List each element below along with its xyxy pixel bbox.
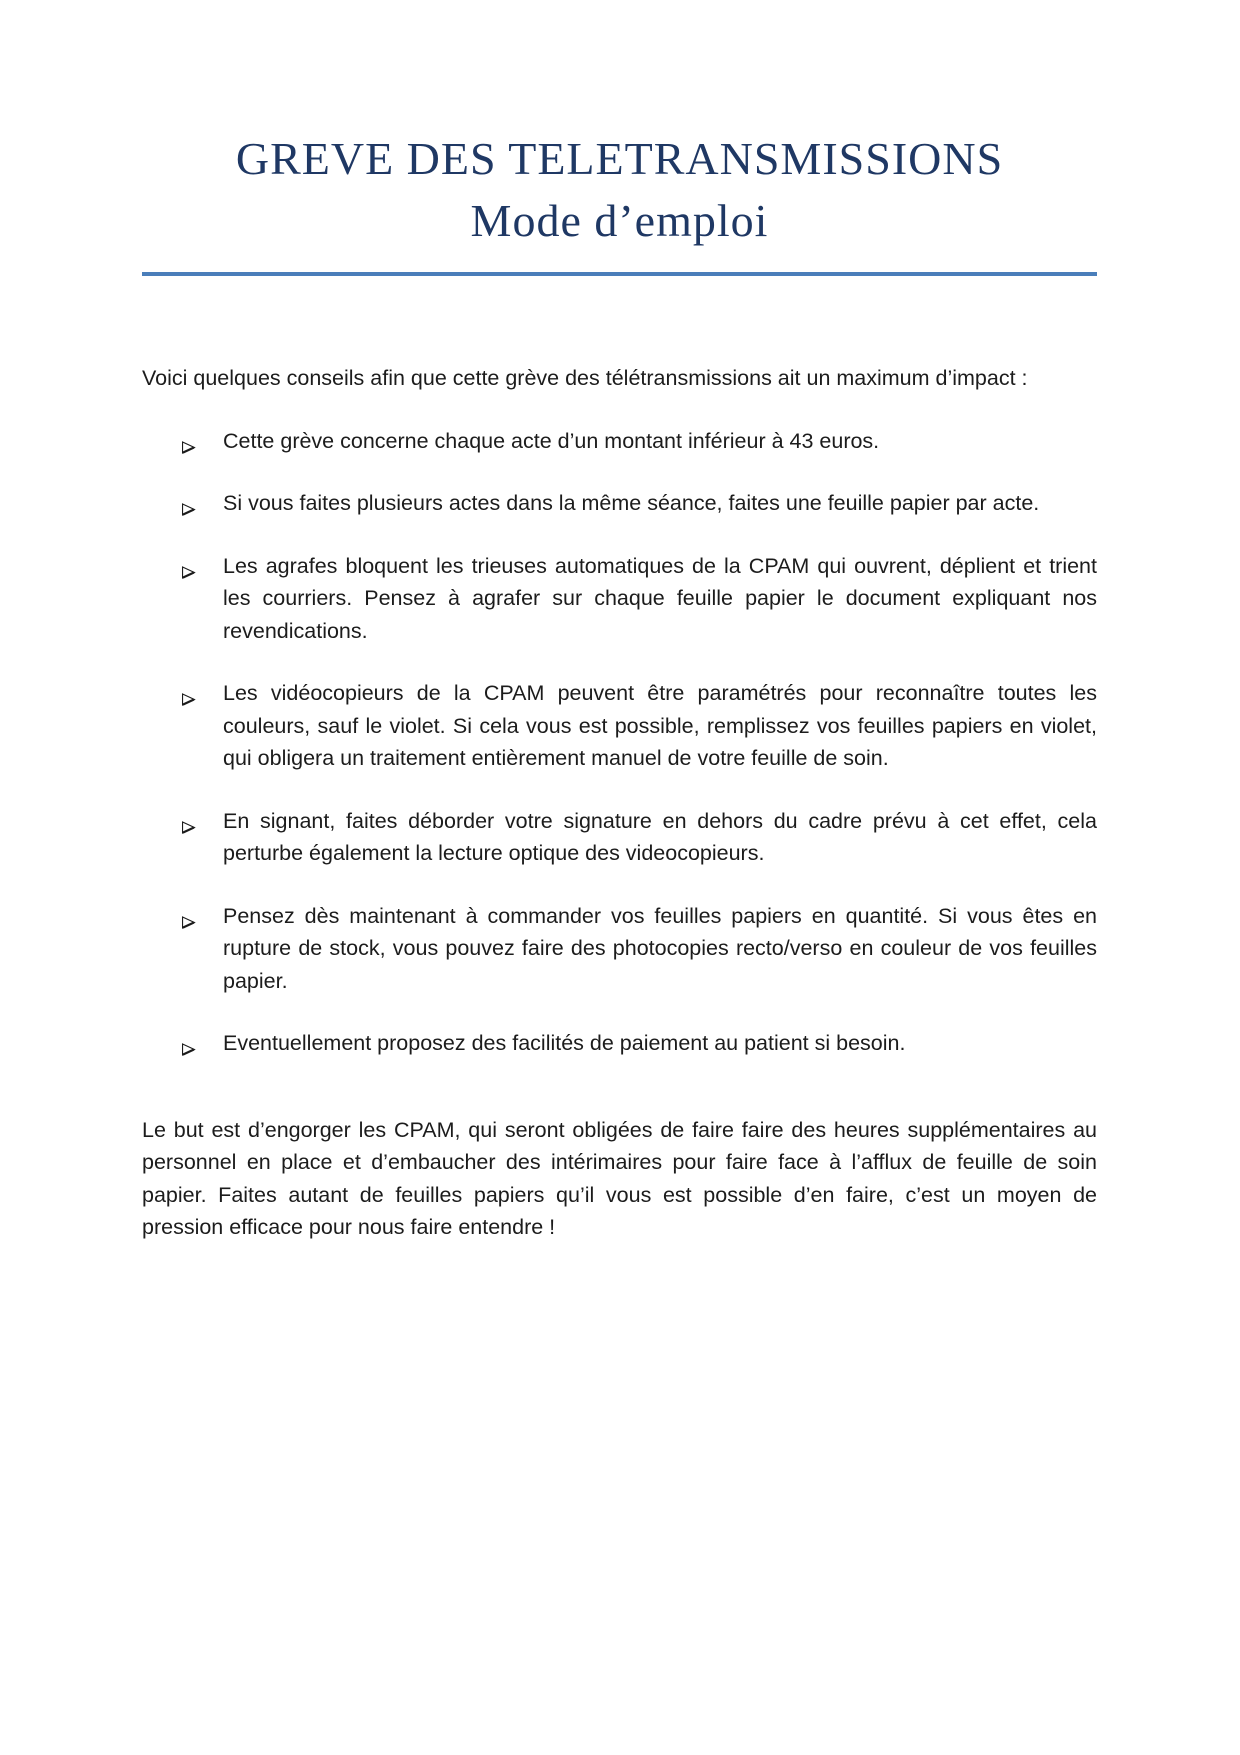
tip-text: Eventuellement proposez des facilités de paiement au patient si besoin. — [223, 1031, 906, 1055]
title-rule — [142, 272, 1097, 276]
tip-item — [142, 677, 1097, 775]
tip-text: Les vidéocopieurs de la CPAM peuvent être paramétrés pour reconnaître toutes les couleurs, sauf le violet. Si cela vous est possible, remplissez vos feuilles papiers en violet, qui obligera un traitement entièrement manuel de votre feuille de soin. — [223, 681, 1097, 770]
tip-text: Pensez dès maintenant à commander vos feuilles papiers en quantité. Si vous êtes en rupture de stock, vous pouvez faire des photocopies recto/verso en couleur de vos feuilles papier. — [223, 903, 1097, 993]
document-title-line2: Mode d’emploi — [470, 195, 769, 246]
arrowhead-bullet-icon — [180, 685, 197, 702]
title-section — [142, 0, 1097, 276]
arrowhead-bullet-icon — [180, 433, 197, 450]
tip-item — [142, 1027, 1097, 1060]
tip-text: Cette grève concerne chaque acte d’un montant inférieur à 43 euros. — [223, 428, 880, 453]
tip-item — [142, 425, 1097, 458]
tip-text: Les agrafes bloquent les trieuses automatiques de la CPAM qui ouvrent, déplient et trient les courriers. Pensez à agrafer sur chaque feuille papier le document expliquant nos revendications. — [223, 553, 1097, 643]
closing-paragraph: Le but est d’engorger les CPAM, qui seront obligées de faire faire des heures supplémentaires au personnel en place et d’embaucher des intérimaires pour faire face à l’afflux de feuille de soin papier. Faites autant de feuilles papiers qu’il vous est possible d’en faire, c’est un moyen de pression efficace pour nous faire entendre ! — [142, 1117, 1097, 1239]
document-content — [142, 0, 1097, 1265]
tip-item — [142, 900, 1097, 998]
tip-item — [142, 805, 1097, 870]
arrowhead-bullet-icon — [180, 813, 197, 830]
tip-text: En signant, faites déborder votre signature en dehors du cadre prévu à cet effet, cela perturbe également la lecture optique des videocopieurs. — [223, 808, 1097, 865]
tip-item — [142, 487, 1097, 520]
intro-paragraph: Voici quelques conseils afin que cette grève des télétransmissions ait un maximum d’impact : — [142, 366, 1028, 390]
tips-list — [142, 425, 1097, 1060]
tip-item — [142, 550, 1097, 648]
arrowhead-bullet-icon — [180, 1035, 197, 1052]
document-title-line1: GREVE DES TELETRANSMISSIONS — [235, 133, 1004, 184]
arrowhead-bullet-icon — [180, 495, 197, 512]
arrowhead-bullet-icon — [180, 908, 197, 925]
arrowhead-bullet-icon — [180, 558, 197, 575]
tip-text: Si vous faites plusieurs actes dans la même séance, faites une feuille papier par acte. — [223, 491, 1040, 515]
